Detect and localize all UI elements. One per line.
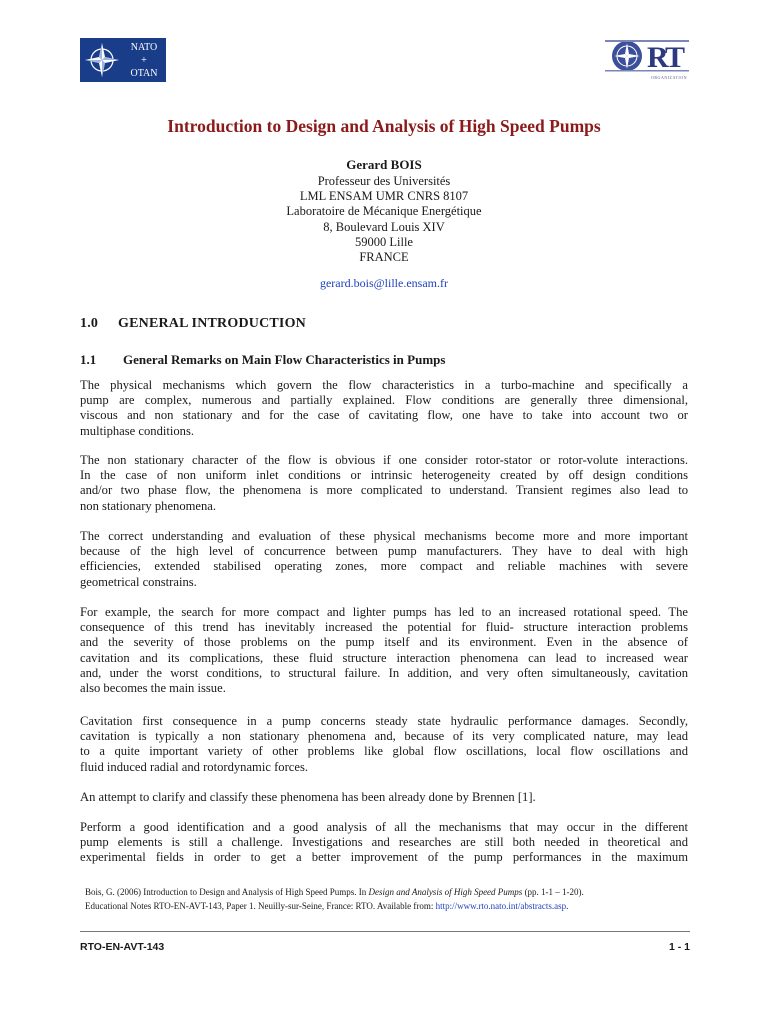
paragraph-line: fluid induced radial and rotordynamic forces. [80, 759, 309, 774]
affiliation-line: LML ENSAM UMR CNRS 8107 [299, 189, 469, 204]
affiliation-line: 59000 Lille [355, 234, 413, 249]
paragraph-line: Perform a good identification and a good analysis of all the mechanisms that may occur in the different [80, 820, 688, 834]
otan-word: OTAN [130, 67, 158, 79]
author-affiliation [0, 174, 768, 265]
nato-word: NATO [130, 41, 158, 53]
paragraph-line: The correct understanding and evaluation of these physical mechanisms become more and more important [80, 529, 688, 543]
footer-divider [80, 931, 690, 932]
rto-caption: ORGANIZATION [651, 75, 687, 80]
affiliation-line: Professeur des Universités [317, 174, 451, 188]
paragraph-line: pump are complex, numerous and partially explained. Flow conditions are generally three dimensional, [80, 393, 688, 408]
svg-text:T: T [665, 41, 686, 74]
paragraph-line: geometrical constrains. [80, 574, 197, 589]
paragraph-line: experimental fields in order to get a better improvement of the pump performances in the maximum [80, 850, 688, 865]
body-paragraph [80, 714, 688, 775]
subsection-heading-1-1 [80, 352, 445, 368]
rto-emblem-icon [603, 36, 689, 76]
paragraph-line: efficiencies, extended stabilised operating zones, more compact and reliable machines with severe [80, 559, 688, 574]
nato-otan-wordmark [124, 41, 164, 80]
paragraph-line: and, under the worst conditions, to structural failure. In addition, and very often simultaneously, cavitation [80, 665, 688, 680]
body-paragraph [80, 453, 688, 514]
nato-compass-star-icon [82, 40, 122, 80]
svg-text:R: R [647, 41, 669, 74]
paragraph-line: non stationary phenomena. [80, 498, 217, 513]
body-paragraph [80, 605, 688, 696]
affiliation-line: 8, Boulevard Louis XIV [323, 219, 445, 234]
paragraph-line: viscous and non stationary and for the case of cavitating flow, one have to take into account two or [80, 408, 688, 423]
paragraph-line: multiphase conditions. [80, 423, 195, 438]
section-number: 1.0 [80, 316, 99, 331]
paragraph-line: For example, the search for more compact and lighter pumps has led to an increased rotational speed. The [80, 605, 688, 619]
paragraph-line: An attempt to clarify and classify these phenomena has been already done by Brennen [1]. [80, 790, 536, 804]
body-paragraph [80, 790, 688, 805]
author-email-link[interactable]: gerard.bois@lille.ensam.fr [319, 276, 448, 290]
report-number: RTO-EN-AVT-143 [80, 941, 165, 953]
subsection-title: General Remarks on Main Flow Characteristics in Pumps [123, 352, 446, 367]
paragraph-line: and the severity of those problems on the pump itself and its environment. Even in the absence of [80, 635, 688, 650]
footnote-book-title: Design and Analysis of High Speed Pumps [368, 887, 523, 897]
paragraph-line: to a quite important variety of other problems like global flow oscillations, local flow oscillations and [80, 744, 688, 759]
paragraph-line: and/or two phase flow, the phenomena is more complicated to understand. Transient regimes also lead to [80, 483, 688, 498]
section-heading-1-0 [80, 316, 306, 332]
footnote-text: Educational Notes RTO-EN-AVT-143, Paper 1. Neuilly-sur-Seine, France: RTO. Available from: [85, 901, 436, 911]
paragraph-line: also becomes the main issue. [80, 681, 226, 696]
footnote-text: Bois, G. (2006) Introduction to Design and Analysis of High Speed Pumps. In [85, 887, 369, 897]
paragraph-line: In the case of non uniform inlet conditions or intrinsic heterogeneity created by off design conditions [80, 468, 688, 483]
footnote-text: . [566, 901, 569, 911]
page-number: 1 - 1 [668, 941, 690, 953]
paragraph-line: because of the high level of concurrence between pump manufacturers. They have to deal with high [80, 544, 688, 559]
author-name: Gerard BOIS [346, 157, 422, 172]
body-paragraph [80, 820, 688, 866]
paper-title: Introduction to Design and Analysis of High Speed Pumps [167, 116, 601, 136]
paragraph-line: The physical mechanisms which govern the flow characteristics in a turbo-machine and specifically a [80, 378, 688, 392]
rto-organization-logo [603, 36, 689, 80]
affiliation-line: FRANCE [359, 250, 409, 265]
paragraph-line: Cavitation first consequence in a pump concerns steady state hydraulic performance damages. Secondly, [80, 714, 688, 728]
plus-divider: + [141, 54, 147, 66]
subsection-number: 1.1 [80, 352, 97, 367]
affiliation-line: Laboratoire de Mécanique Energétique [286, 204, 482, 219]
body-paragraph [80, 378, 688, 439]
section-title: GENERAL INTRODUCTION [118, 316, 306, 331]
nato-otan-logo [80, 38, 166, 82]
paragraph-line: cavitation is typically a non stationary phenomena and, because of its very complicated nature, may lead [80, 729, 688, 744]
body-paragraph [80, 529, 688, 590]
paragraph-line: consequence of this trend has inevitably increased the potential for fluid- structure interaction problems [80, 620, 688, 635]
abstracts-link[interactable]: http://www.rto.nato.int/abstracts.asp [435, 901, 567, 911]
paragraph-line: The non stationary character of the flow is obvious if one consider rotor-stator or rotor-volute interactions. [80, 453, 688, 467]
paragraph-line: cavitation and its complications, these fluid structure interaction phenomena can lead to increased wear [80, 650, 688, 665]
footnote-text: (pp. 1-1 – 1-20). [522, 887, 584, 897]
paragraph-line: pump elements is still a challenge. Investigations and researches are still both needed in theoretical and [80, 835, 688, 850]
citation-footnote [85, 885, 685, 913]
